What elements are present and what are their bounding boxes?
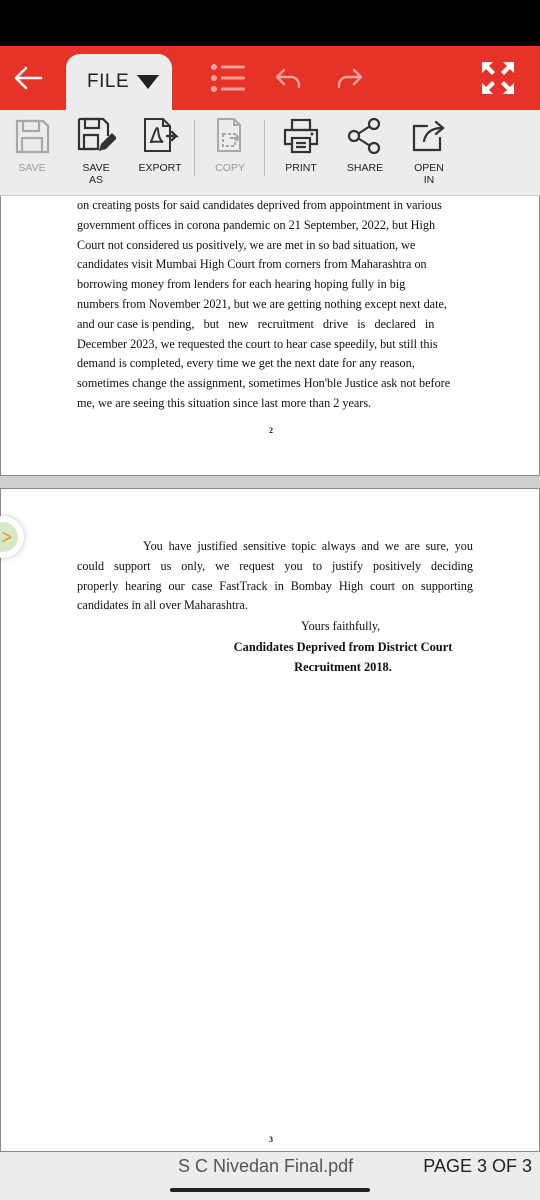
page-separator [0, 476, 540, 488]
file-tab-label: FILE [87, 71, 130, 92]
list-button[interactable] [208, 58, 248, 98]
copy-label: COPY [215, 162, 245, 174]
top-bar [0, 46, 540, 110]
text-line: December 2023, we requested the court to hear case speedily, but still this [77, 336, 438, 351]
print-button[interactable] [269, 116, 333, 192]
file-name: S C Nivedan Final.pdf [178, 1156, 354, 1176]
save-button[interactable] [0, 116, 64, 192]
file-tab[interactable] [66, 54, 172, 110]
text-line: candidates in all over Maharashtra. [77, 598, 248, 613]
text-line: numbers from November 2021, but we are getting nothing except next date, [77, 296, 447, 311]
text-line: on creating posts for said candidates deprived from appointment in various [77, 198, 442, 212]
share-label: SHARE [346, 162, 384, 174]
status-bar [0, 0, 540, 46]
open-in-label: OPEN IN [414, 162, 444, 186]
text-line: government offices in corona pandemic on 21 September, 2022, but High [77, 217, 436, 232]
redo-button[interactable] [330, 58, 370, 98]
floating-icon: ᐳ [0, 522, 18, 552]
home-indicator[interactable] [170, 1188, 370, 1192]
signature-line-1: Candidates Deprived from District Court [233, 640, 453, 654]
page-2-body [77, 196, 473, 414]
back-button[interactable] [8, 56, 48, 100]
undo-button[interactable] [268, 58, 308, 98]
list-icon [210, 63, 246, 93]
floppy-pen-icon [76, 116, 116, 156]
text-line: You have justified sensitive topic always and we are sure, you [143, 539, 473, 553]
page-indicator: PAGE 3 OF 3 [423, 1156, 532, 1176]
save-label: SAVE [18, 162, 46, 174]
text-line: properly hearing our case FastTrack in Bombay High court on supporting [77, 578, 473, 593]
page-3-body [77, 537, 473, 616]
text-line: candidates visit Mumbai High Court from corners from Maharashtra on [77, 257, 427, 272]
save-as-label: SAVE AS [82, 162, 110, 186]
text-line: could support us only, we request you to justify positively deciding [77, 558, 473, 573]
copy-button[interactable] [198, 116, 262, 192]
export-label: EXPORT [138, 162, 182, 174]
toolbar-divider [194, 120, 195, 176]
pdf-page-3[interactable] [0, 488, 540, 1152]
redo-icon [336, 66, 364, 90]
caret-down-icon [137, 75, 159, 89]
text-line: Court not considered us positively, we are met in so bad situation, we [77, 237, 416, 252]
text-line: and our case is pending, but new recruitment drive is declared in [77, 316, 435, 331]
copy-icon [210, 116, 250, 156]
open-in-button[interactable] [397, 116, 461, 192]
fullscreen-button[interactable] [478, 58, 518, 98]
page-number: 2 [269, 426, 273, 435]
share-button[interactable] [333, 116, 397, 192]
floppy-icon [12, 116, 52, 156]
printer-icon [281, 116, 321, 156]
fullscreen-icon [480, 60, 516, 96]
pdf-export-icon [140, 116, 180, 156]
signature-line-2: Recruitment 2018. [294, 660, 392, 674]
text-line: demand is completed, every time we get the next date for any reason, [77, 356, 415, 371]
export-button[interactable] [128, 116, 192, 192]
bottom-bar [0, 1152, 540, 1200]
arrow-left-icon [13, 66, 43, 90]
toolbar [0, 110, 540, 196]
page-number: 3 [269, 1135, 273, 1144]
save-as-button[interactable] [64, 116, 128, 192]
share-icon [345, 116, 385, 156]
pdf-page-2[interactable] [0, 196, 540, 476]
print-label: PRINT [285, 162, 317, 174]
open-in-icon [409, 116, 449, 156]
text-line: me, we are seeing this situation since last more than 2 years. [77, 395, 372, 410]
undo-icon [274, 66, 302, 90]
text-line: borrowing money from lenders for each hearing hoping fully in big [77, 277, 406, 292]
toolbar-divider [264, 120, 265, 176]
closing-salutation: Yours faithfully, [301, 619, 381, 633]
text-line: sometimes change the assignment, sometimes Hon'ble Justice ask not before [77, 376, 451, 391]
